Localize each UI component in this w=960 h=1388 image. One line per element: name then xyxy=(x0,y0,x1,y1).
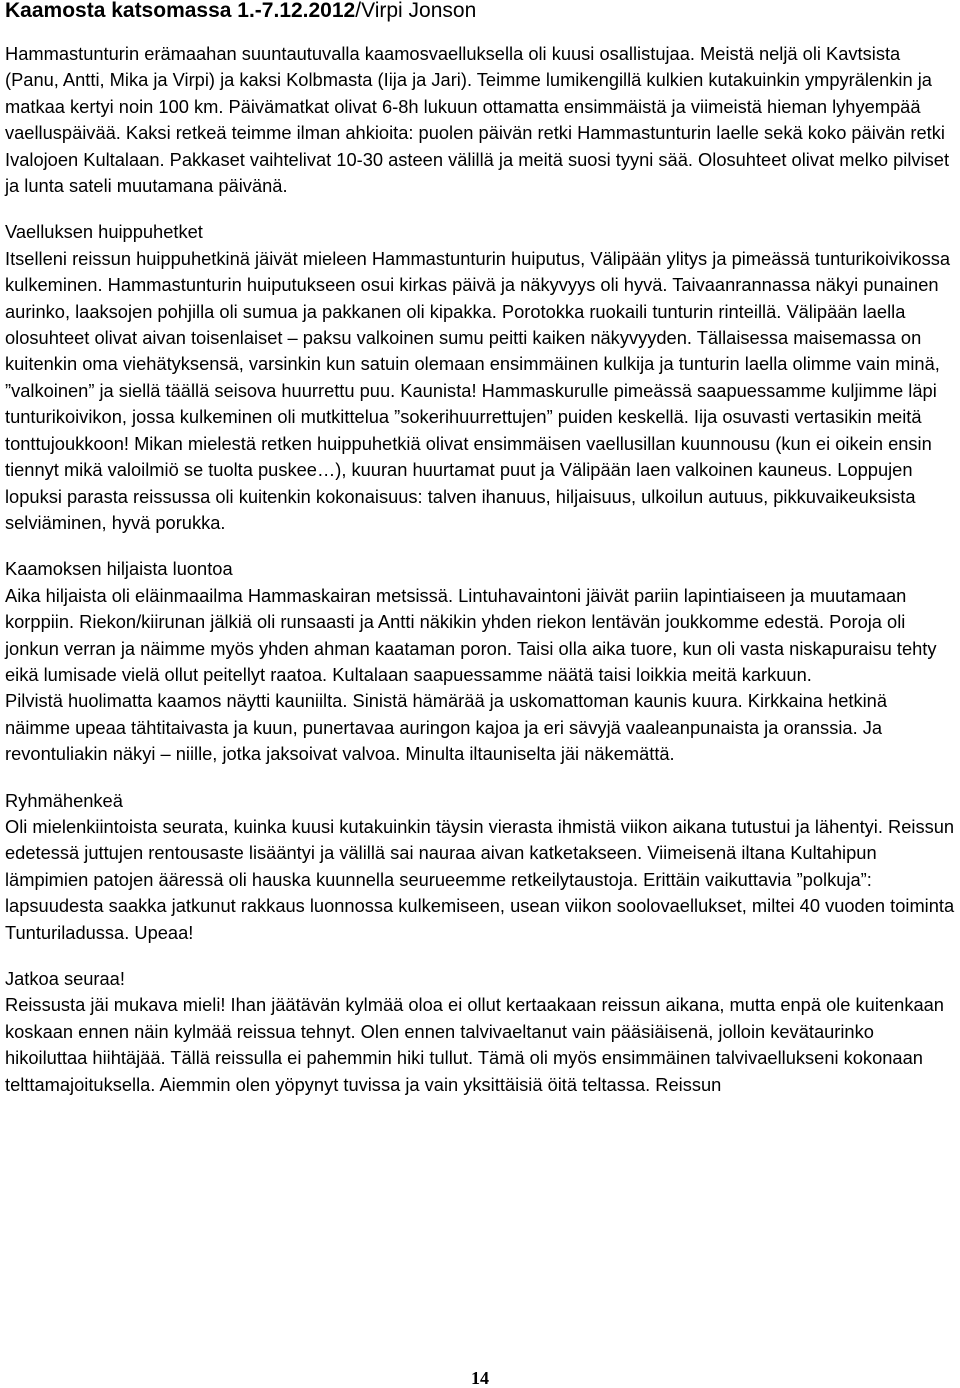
section-body-nature-2: Pilvistä huolimatta kaamos näytti kauniilta. Sinistä hämärää ja uskomattoman kaunis kuura. Kirkkaina hetkinä näimme upeaa tähtitaivasta ja kuun, punertavaa auringon kajoa ja eri sävyjä vaaleanpunaista ja oranssia. Ja revontuliakin näkyi – niille, jotka jaksoivat valvoa. Minulta iltauniselta jäi näkemättä. xyxy=(5,690,887,765)
page-number: 14 xyxy=(471,1368,489,1388)
section-nature xyxy=(5,556,955,767)
section-body-team-spirit: Oli mielenkiintoista seurata, kuinka kuusi kutakuinkin täysin vierasta ihmistä viikon aikana tutustui ja lähentyi. Reissun edetessä juttujen rentousaste lisääntyi ja välillä sai nauraa aivan katketakseen. Viimeisenä iltana Kultahipun lämpimien patojen ääressä oli hauska kuunnella seurueemme retkeilytaustoja. Erittäin vaikuttavia ”polkuja”: lapsuudesta saakka jatkunut rakkaus luonnossa kulkemiseen, usean viikon soolovaellukset, miltei 40 vuoden toiminta Tunturiladussa. Upeaa! xyxy=(5,815,955,943)
title-author: /Virpi Jonson xyxy=(355,0,477,22)
section-body-highlights: Itselleni reissun huippuhetkinä jäivät mieleen Hammastunturin huiputus, Välipään ylitys ja pimeässä tunturikoivikossa kulkeminen. Hammastunturin huiputukseen osui kirkas päivä ja näkyvyys oli hyvä. Taivaanrannassa näkyi punainen aurinko, laaksojen pohjilla oli sumua ja pakkanen oli kipakka. Porotokka ruokaili tunturin rinteillä. Välipään laella olosuhteet olivat aivan toisenlaiset – paksu valkoinen sumu peitti kaiken näkyvyyden. Tällaisessa maisemassa on kuitenkin oma viehätyksensä, varsinkin kun satuin olemaan ensimmäinen kulkija ja tunturin laella olimme vain minä, ”valkoinen” ja siellä täällä seisova huurrettu puu. Kaunista! Hammaskurulle pimeässä saapuessamme kuljimme läpi tunturikoivikon, jossa kulkeminen oli mutkittelua ”sokerihuurrettujen” puiden keskellä. Iija osuvasti vertasikin meitä tonttujoukkoon! Mikan mielestä retken huippuhetkiä olivat ensimmäisen vaellusillan kuunnousu (kun ei oikein ensin tiennyt mikä valoilmiö se tuolta puskee…), kuuran huurtamat puut ja Välipään laen valkoinen kauneus. Loppujen lopuksi parasta reissussa oli kuitenkin kokonaisuus: talven ihanuus, hiljaisuus, ulkoilun autuus, pikkuvaikeuksista selviäminen, hyvä porukka. xyxy=(5,247,951,533)
section-body-nature-1: Aika hiljaista oli eläinmaailma Hammaskairan metsissä. Lintuhavaintoni jäivät pariin lapintiaiseen ja muutamaan korppiin. Riekon/kiirunan jälkiä oli runsaasti ja Antti näkikin yhden riekon lentävän joukkomme edestä. Poroja oli jonkun verran ja näimme myös yhden ahman kaataman poron. Taisi olla aika tuore, kun oli vasta niskapuraisu tehty eikä lumisade vielä ollut peitellyt raatoa. Kultalaan saapuessamme näätä taisi loikkia meitä karkuun. xyxy=(5,584,937,685)
section-heading-nature: Kaamoksen hiljaista luontoa xyxy=(5,558,233,580)
section-continuation xyxy=(5,966,955,1098)
section-highlights xyxy=(5,219,955,536)
document-page xyxy=(5,0,955,1098)
section-heading-team-spirit: Ryhmähenkeä xyxy=(5,789,123,811)
intro-paragraph: Hammastunturin erämaahan suuntautuvalla kaamosvaelluksella oli kuusi osallistujaa. Meistä neljä oli Kavtsista (Panu, Antti, Mika ja Virpi) ja kaksi Kolbmasta (Iija ja Jari). Teimme lumikengillä kulkien kutakuinkin ympyrälenkin ja matkaa kertyi noin 100 km. Päivämatkat olivat 6-8h lukuun ottamatta ensimmäistä ja viimeistä hieman lyhyempää vaelluspäivää. Kaksi retkeä teimme ilman ahkioita: puolen päivän retki Hammastunturin laelle sekä koko päivän retki Ivalojoen Kultalaan. Pakkaset vaihtelivat 10-30 asteen välillä ja meitä suosi tyyni sää. Olosuhteet olivat melko pilviset ja lunta sateli muutamana päivänä. xyxy=(5,43,950,197)
title-main: Kaamosta katsomassa 1.-7.12.2012 xyxy=(5,0,356,22)
document-title xyxy=(5,0,955,22)
section-team-spirit xyxy=(5,788,955,946)
section-heading-continuation: Jatkoa seuraa! xyxy=(5,968,125,989)
section-heading-highlights: Vaelluksen huippuhetket xyxy=(5,221,203,243)
section-body-continuation: Reissusta jäi mukava mieli! Ihan jäätävän kylmää oloa ei ollut kertaakaan reissun aikana, mutta enpä ole kuitenkaan koskaan ennen näin kylmää reissua tehnyt. Olen ennen talvivaeltanut vain pääsiäisenä, jolloin kevätaurinko hikoiluttaa hiihtäjää. Tällä reissulla ei pahemmin hiki tullut. Tämä oli myös ensimmäinen talvivaellukseni kokonaan telttamajoituksella. Aiemmin olen yöpynyt tuvissa ja vain yksittäisiä öitä teltassa. Reissun xyxy=(5,994,944,1095)
